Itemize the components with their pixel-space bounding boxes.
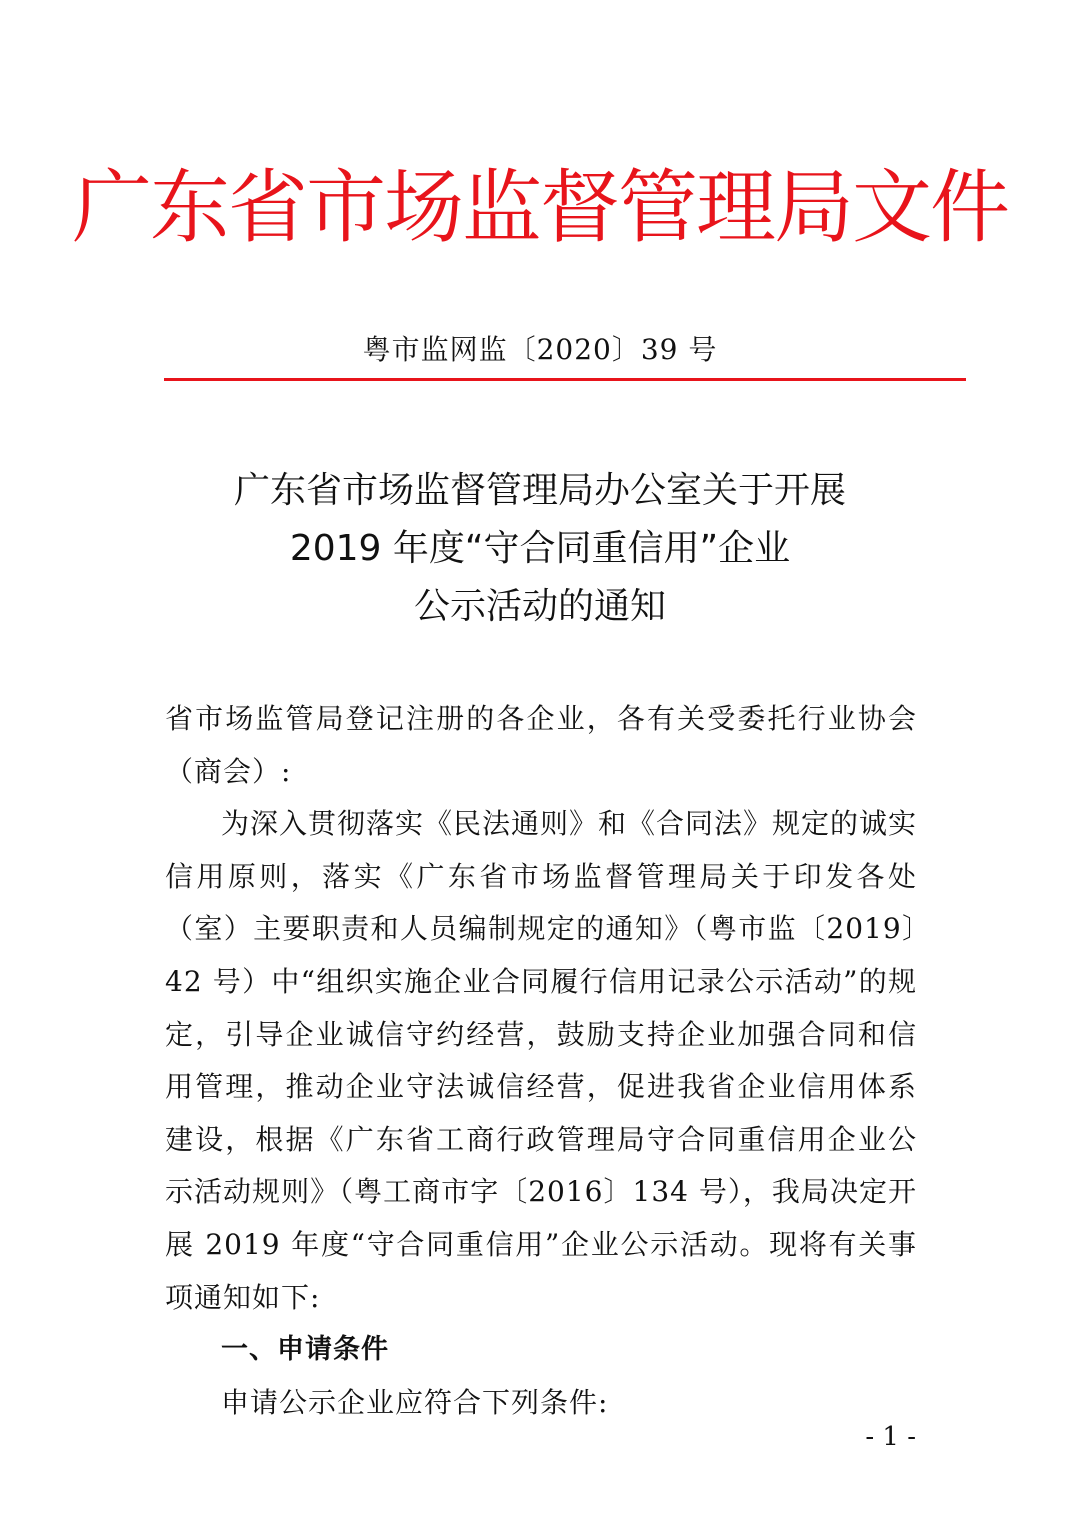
section-1-intro: 申请公示企业应符合下列条件: [221, 1385, 609, 1419]
document-number: 粤市监网监〔2020〕39 号 [362, 333, 718, 366]
document-title [0, 462, 1080, 636]
document-body [165, 693, 917, 1429]
paragraph-1: 为深入贯彻落实《民法通则》和《合同法》规定的诚实信用原则，落实《广东省市场监督管理局关于印发各处（室）主要职责和人员编制规定的通知》（粤市监〔2019〕42 号）中“组织实施企业合同履行信用记录公示活动”的规定，引导企业诚信守约经营，鼓励支持企业加强合同和信用管理，推动企业守法诚信经营，促进我省企业信用体系建设，根据《广东省工商行政管理局守合同重信用企业公示活动规则》（粤工商市字〔2016〕134 号），我局决定开展 2019 年度“守合同重信用”企业公示活动。现将有关事项通知如下: [165, 807, 918, 1314]
title-line-1: 广东省市场监督管理局办公室关于开展 [233, 470, 846, 511]
masthead-title: 广东省市场监督管理局文件 [72, 161, 1008, 254]
section-heading-1: 一、申请条件 [221, 1334, 389, 1366]
page-number: - 1 - [865, 1422, 916, 1452]
salutation: 省市场监管局登记注册的各企业，各有关受委托行业协会（商会）: [165, 702, 917, 788]
red-separator-line [164, 378, 966, 381]
title-line-3: 公示活动的通知 [413, 586, 666, 627]
title-line-2: 2019 年度“守合同重信用”企业 [289, 528, 791, 569]
